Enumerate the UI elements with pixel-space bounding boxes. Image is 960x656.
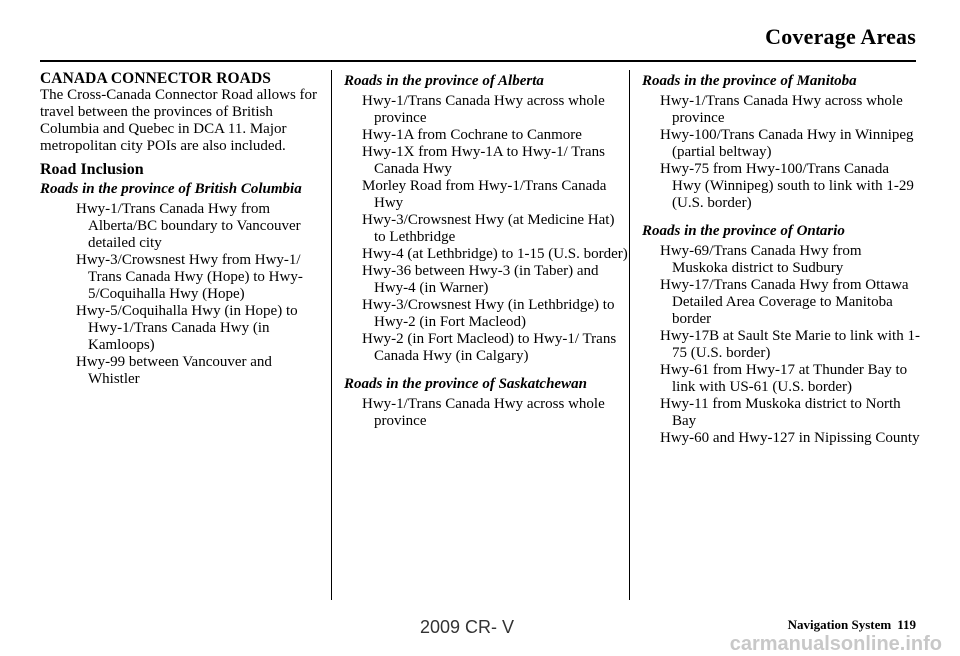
road-item: Hwy-17B at Sault Ste Marie to link with 1-75 (U.S. border) xyxy=(660,328,920,361)
site-watermark: carmanualsonline.info xyxy=(729,633,942,655)
road-item: Hwy-1X from Hwy-1A to Hwy-1/ Trans Canada Hwy xyxy=(362,144,605,177)
road-item: Hwy-3/Crowsnest Hwy (in Lethbridge) to Hwy-2 (in Fort Macleod) xyxy=(362,297,615,330)
column-divider-1 xyxy=(331,70,332,600)
road-item: Hwy-3/Crowsnest Hwy from Hwy-1/ Trans Canada Hwy (Hope) to Hwy-5/Coquihalla Hwy (Hope) xyxy=(76,252,303,302)
column-3 xyxy=(642,70,920,447)
province-heading-british-columbia: Roads in the province of British Columbia xyxy=(40,181,302,197)
column-divider-2 xyxy=(629,70,630,600)
road-list-saskatchewan xyxy=(344,396,628,430)
road-item: Hwy-61 from Hwy-17 at Thunder Bay to link with US-61 (U.S. border) xyxy=(660,362,908,395)
province-heading-saskatchewan: Roads in the province of Saskatchewan xyxy=(344,376,587,392)
column-1 xyxy=(40,70,325,388)
road-list-manitoba xyxy=(642,93,920,212)
section-heading: CANADA CONNECTOR ROADS xyxy=(40,70,271,87)
road-item: Hwy-1A from Cochrane to Canmore xyxy=(362,127,582,143)
road-item: Hwy-2 (in Fort Macleod) to Hwy-1/ Trans Canada Hwy (in Calgary) xyxy=(362,331,617,364)
road-list-alberta xyxy=(344,93,628,365)
province-heading-manitoba: Roads in the province of Manitoba xyxy=(642,73,857,89)
road-item: Hwy-4 (at Lethbridge) to 1-15 (U.S. border) xyxy=(362,246,628,262)
road-item: Hwy-5/Coquihalla Hwy (in Hope) to Hwy-1/Trans Canada Hwy (in Kamloops) xyxy=(76,303,298,353)
footer-page-label xyxy=(788,617,916,633)
page-title: Coverage Areas xyxy=(765,24,916,49)
province-heading-ontario: Roads in the province of Ontario xyxy=(642,223,845,239)
road-item: Morley Road from Hwy-1/Trans Canada Hwy xyxy=(362,178,607,211)
road-list-ontario xyxy=(642,243,920,447)
page-number: 119 xyxy=(897,617,916,632)
road-item: Hwy-100/Trans Canada Hwy in Winnipeg (partial beltway) xyxy=(660,127,914,160)
intro-paragraph: The Cross-Canada Connector Road allows for travel between the provinces of British Columbia and Quebec in DCA 11. Major metropolitan city POIs are also included. xyxy=(40,87,318,154)
header-rule xyxy=(40,60,916,62)
road-item: Hwy-1/Trans Canada Hwy across whole province xyxy=(362,93,605,126)
road-item: Hwy-1/Trans Canada Hwy across whole province xyxy=(660,93,903,126)
road-list-british-columbia xyxy=(40,201,325,388)
road-inclusion-heading: Road Inclusion xyxy=(40,161,144,178)
road-item: Hwy-36 between Hwy-3 (in Taber) and Hwy-4 (in Warner) xyxy=(362,263,599,296)
road-item: Hwy-99 between Vancouver and Whistler xyxy=(76,354,272,387)
road-item: Hwy-1/Trans Canada Hwy across whole province xyxy=(362,396,605,429)
column-2 xyxy=(344,70,628,430)
road-item: Hwy-60 and Hwy-127 in Nipissing County xyxy=(660,430,920,446)
model-watermark: 2009 CR- V xyxy=(420,617,515,637)
footer-system-title: Navigation System xyxy=(787,617,892,632)
road-item: Hwy-69/Trans Canada Hwy from Muskoka district to Sudbury xyxy=(660,243,862,276)
road-item: Hwy-1/Trans Canada Hwy from Alberta/BC boundary to Vancouver detailed city xyxy=(76,201,301,251)
road-item: Hwy-17/Trans Canada Hwy from Ottawa Detailed Area Coverage to Manitoba border xyxy=(660,277,909,327)
province-heading-alberta: Roads in the province of Alberta xyxy=(344,73,544,89)
road-item: Hwy-3/Crowsnest Hwy (at Medicine Hat) to Lethbridge xyxy=(362,212,615,245)
road-item: Hwy-75 from Hwy-100/Trans Canada Hwy (Winnipeg) south to link with 1-29 (U.S. border) xyxy=(660,161,914,211)
road-item: Hwy-11 from Muskoka district to North Bay xyxy=(660,396,901,429)
